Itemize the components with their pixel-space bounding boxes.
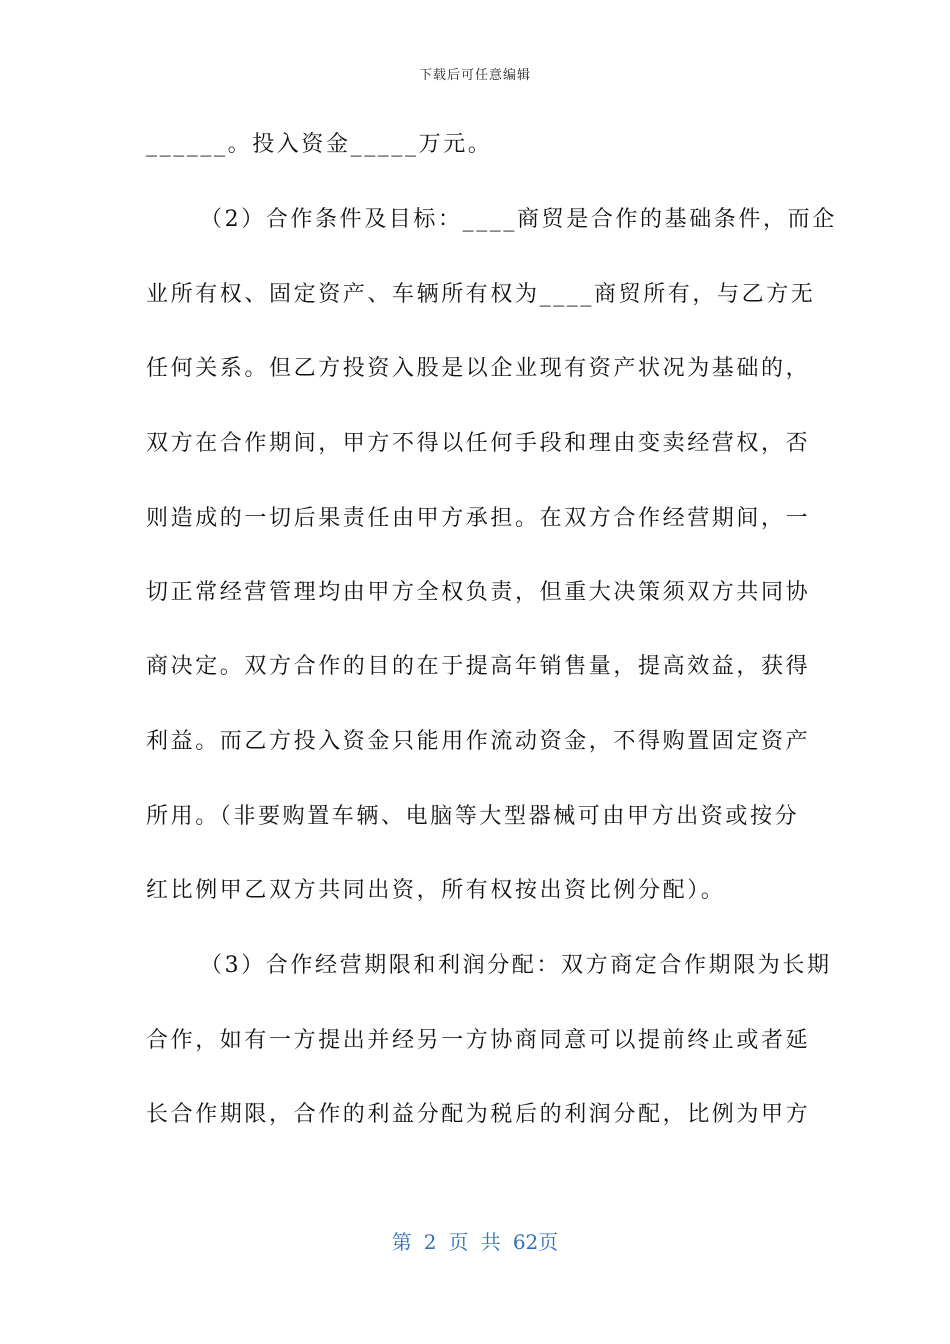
body-line: 长合作期限，合作的利益分配为税后的利润分配，比例为甲方 [146, 1102, 811, 1127]
body-line: （3）合作经营期限和利润分配：双方商定合作期限为长期 [200, 953, 832, 978]
body-line: 商决定。双方合作的目的在于提高年销售量，提高效益，获得 [146, 654, 811, 679]
footer-prefix: 第 [391, 1230, 412, 1254]
footer-total-pages: 62页 [512, 1230, 559, 1254]
body-line: 业所有权、固定资产、车辆所有权为____商贸所有，与乙方无 [146, 282, 816, 307]
body-line: 任何关系。但乙方投资入股是以企业现有资产状况为基础的， [146, 356, 811, 381]
body-line: 合作，如有一方提出并经另一方协商同意可以提前终止或者延 [146, 1028, 811, 1053]
footer-page-number: 2 [423, 1230, 437, 1254]
body-line: 则造成的一切后果责任由甲方承担。在双方合作经营期间，一 [146, 506, 811, 531]
footer-middle: 页 共 [448, 1230, 501, 1254]
body-line: 双方在合作期间，甲方不得以任何手段和理由变卖经营权，否 [146, 431, 811, 456]
body-line: 利益。而乙方投入资金只能用作流动资金，不得购置固定资产 [146, 729, 811, 754]
body-line: 红比例甲乙双方共同出资，所有权按出资比例分配）。 [146, 878, 726, 903]
page-header-watermark: 下载后可任意编辑 [418, 68, 531, 83]
body-line: 切正常经营管理均由甲方全权负责，但重大决策须双方共同协 [146, 580, 811, 605]
body-line: ______。投入资金_____万元。 [146, 132, 493, 157]
body-line: 所用。（非要购置车辆、电脑等大型器械可由甲方出资或按分 [146, 804, 800, 829]
page-footer [0, 1226, 950, 1255]
body-line: （2）合作条件及目标：____商贸是合作的基础条件，而企 [200, 207, 837, 232]
